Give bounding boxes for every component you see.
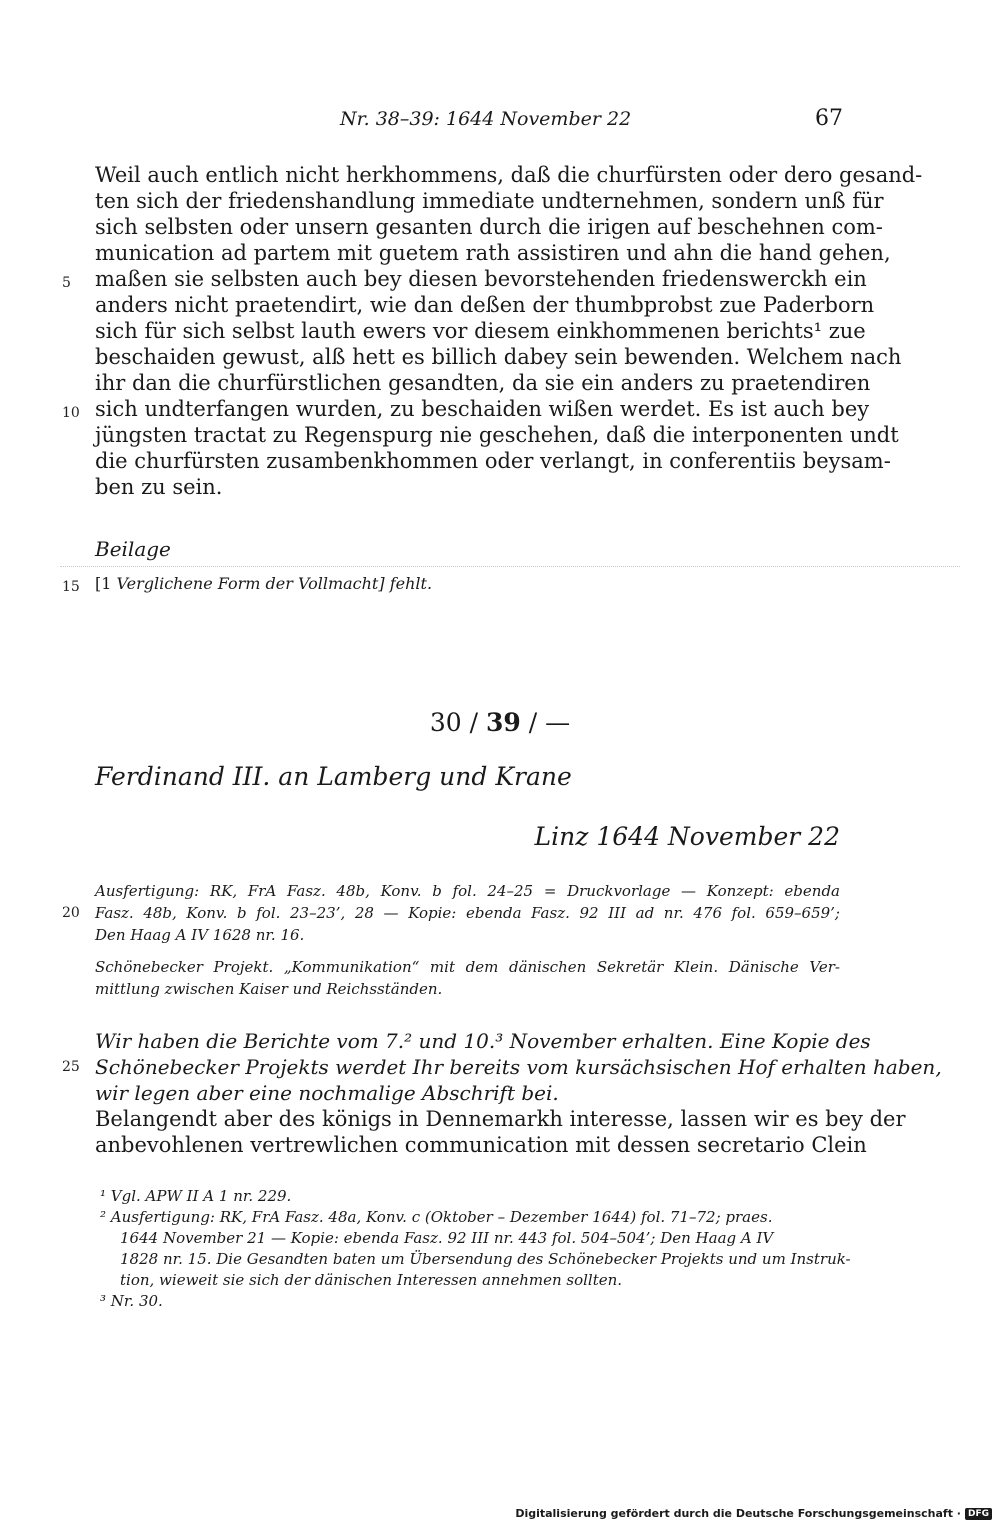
- line-number: 5: [62, 275, 71, 291]
- document-number: [0, 708, 1000, 737]
- regest: [95, 1028, 942, 1106]
- footnote-2: ² Ausfertigung: RK, FrA Fasz. 48a, Konv. c (Oktober – Dezember 1644) fol. 71–72; praes.: [100, 1208, 773, 1226]
- body-text: [95, 162, 923, 500]
- document-place-date: Linz 1644 November 22: [534, 822, 840, 851]
- document-title: Ferdinand III. an Lamberg und Krane: [95, 762, 572, 791]
- footnote-1: ¹ Vgl. APW II A 1 nr. 229.: [100, 1187, 292, 1205]
- source-line: Ausfertigung: RK, FrA Fasz. 48b, Konv. b fol. 24–25 = Druckvorlage — Konzept: ebenda: [95, 882, 840, 900]
- divider: [60, 566, 960, 567]
- source-line: Den Haag A IV 1628 nr. 16.: [95, 926, 305, 944]
- text-line: ihr dan die churfürstlichen gesandten, da sie ein anders zu praetendiren: [95, 371, 871, 395]
- summary-line: Schönebecker Projekt. „Kommunikation“ mit dem dänischen Sekretär Klein. Dänische Ver-: [95, 958, 840, 976]
- source-line: Fasz. 48b, Konv. b fol. 23–23’, 28 — Kopie: ebenda Fasz. 92 III ad nr. 476 fol. 659–659’;: [95, 904, 840, 922]
- text-line: Belangendt aber des königs in Dennemarkh interesse, lassen wir es bey der: [95, 1107, 906, 1131]
- text-line: Weil auch entlich nicht herkhommens, daß die churfürsten oder dero gesand-: [95, 163, 923, 187]
- funding-credit: [515, 1507, 992, 1520]
- beilage-item: [95, 574, 432, 593]
- summary: [95, 956, 840, 1000]
- line-number: 10: [62, 405, 80, 421]
- docnum-suffix: / —: [528, 708, 571, 737]
- regest-line: Schönebecker Projekts werdet Ihr bereits vom kursächsischen Hof erhalten haben,: [95, 1055, 942, 1079]
- summary-line: mittlung zwischen Kaiser und Reichsständen.: [95, 980, 443, 998]
- footnote-2-cont: tion, wieweit sie sich der dänischen Interessen annehmen sollten.: [120, 1271, 623, 1289]
- line-number: 15: [62, 579, 80, 595]
- text-line: sich undterfangen wurden, zu beschaiden wißen werdet. Es ist auch bey: [95, 397, 870, 421]
- docnum-prefix: 30 /: [429, 708, 479, 737]
- beilage-heading: Beilage: [95, 537, 171, 561]
- source-apparatus: [95, 880, 840, 946]
- running-title: Nr. 38–39: 1644 November 22: [340, 108, 632, 130]
- page-number: 67: [815, 106, 843, 131]
- text-line: beschaiden gewust, alß hett es billich dabey sein bewenden. Welchem nach: [95, 345, 902, 369]
- text-line: sich für sich selbst lauth ewers vor diesem einkhommenen berichts¹ zue: [95, 319, 866, 343]
- text-line: munication ad partem mit guetem rath assistiren und ahn die hand gehen,: [95, 241, 891, 265]
- beilage-suffix: fehlt.: [389, 574, 433, 593]
- funding-credit-text: Digitalisierung gefördert durch die Deutsche Forschungsgemeinschaft ·: [515, 1507, 961, 1520]
- text-line: ten sich der friedenshandlung immediate undternehmen, sondern unß für: [95, 189, 884, 213]
- regest-line: wir legen aber eine nochmalige Abschrift bei.: [95, 1081, 559, 1105]
- text-line: anbevohlenen vertrewlichen communication mit dessen secretario Clein: [95, 1133, 867, 1157]
- footnote-3: ³ Nr. 30.: [100, 1292, 163, 1310]
- footnotes: [100, 1186, 851, 1312]
- beilage-prefix: [1: [95, 574, 112, 593]
- dfg-logo: DFG: [965, 1508, 992, 1520]
- footnote-2-cont: 1644 November 21 — Kopie: ebenda Fasz. 92 III nr. 443 fol. 504–504’; Den Haag A IV: [120, 1229, 774, 1247]
- text-line: anders nicht praetendirt, wie dan deßen der thumbprobst zue Paderborn: [95, 293, 875, 317]
- body-text-2: [95, 1106, 906, 1158]
- line-number: 20: [62, 905, 80, 921]
- line-number: 25: [62, 1059, 80, 1075]
- text-line: die churfürsten zusambenkhommen oder verlangt, in conferentiis beysam-: [95, 449, 891, 473]
- footnote-2-cont: 1828 nr. 15. Die Gesandten baten um Übersendung des Schönebecker Projekts und um Instruk-: [120, 1250, 851, 1268]
- beilage-italic: Verglichene Form der Vollmacht]: [116, 574, 385, 593]
- text-line: ben zu sein.: [95, 475, 223, 499]
- docnum-main: 39: [486, 708, 521, 737]
- text-line: sich selbsten oder unsern gesanten durch die irigen auf beschehnen com-: [95, 215, 883, 239]
- text-line: jüngsten tractat zu Regenspurg nie geschehen, daß die interponenten undt: [95, 423, 899, 447]
- text-line: maßen sie selbsten auch bey diesen bevorstehenden friedenswerckh ein: [95, 267, 867, 291]
- regest-line: Wir haben die Berichte vom 7.² und 10.³ November erhalten. Eine Kopie des: [95, 1029, 871, 1053]
